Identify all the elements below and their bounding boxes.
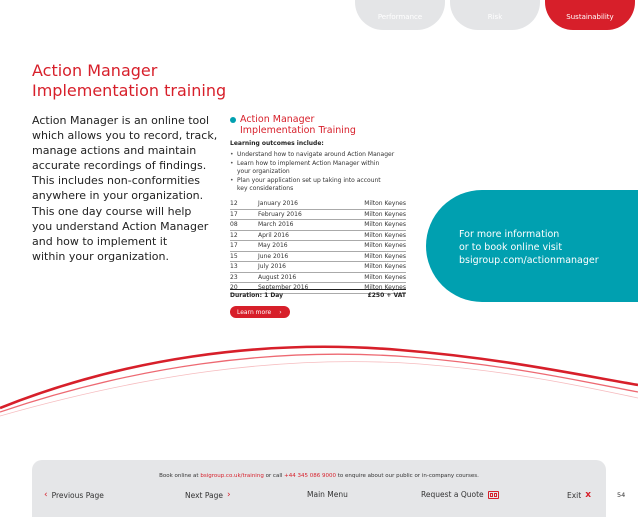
- text-line: you understand Action Manager: [32, 220, 209, 233]
- nav-label: Previous Page: [51, 490, 104, 500]
- date-month: September 2016: [258, 283, 339, 294]
- text-line: and how to implement it: [32, 235, 168, 248]
- date-day: 12: [230, 199, 258, 209]
- booking-link[interactable]: bsigroup.co.uk/training: [200, 473, 264, 479]
- previous-page-button[interactable]: [44, 490, 104, 500]
- phone-link[interactable]: +44 345 086 9000: [284, 473, 336, 479]
- learn-more-label: Learn more: [237, 308, 272, 316]
- footer-booking-note: [32, 473, 606, 479]
- date-day: 23: [230, 272, 258, 283]
- date-location: Milton Keynes: [339, 283, 406, 294]
- main-menu-button[interactable]: [307, 490, 348, 499]
- arrow-right-icon: ›: [279, 308, 282, 316]
- table-row: [230, 220, 406, 231]
- list-item: [230, 160, 410, 177]
- date-location: Milton Keynes: [339, 230, 406, 241]
- outcome-line: • Understand how to navigate around Action Manager: [237, 151, 395, 158]
- tab-performance[interactable]: [355, 0, 445, 30]
- price-label: £250 + VAT: [367, 292, 406, 299]
- outcomes-list: [230, 151, 410, 194]
- callout-line: For more information: [459, 229, 560, 240]
- nav-label: Exit: [567, 490, 582, 500]
- list-item: [230, 177, 410, 194]
- date-month: August 2016: [258, 272, 339, 283]
- outcome-line: • Plan your application set up taking into account: [237, 176, 381, 184]
- date-day: 17: [230, 209, 258, 220]
- outcomes-title: Learning outcomes include:: [230, 140, 324, 147]
- info-callout[interactable]: [426, 190, 638, 302]
- course-title-line: Action Manager: [240, 114, 315, 125]
- date-month: April 2016: [258, 230, 339, 241]
- text-line: accurate recordings of findings.: [32, 159, 207, 172]
- date-location: Milton Keynes: [339, 262, 406, 273]
- table-row: [230, 230, 406, 241]
- footer-nav-bar: [32, 460, 606, 517]
- date-day: 17: [230, 241, 258, 252]
- nav-label: Next Page: [185, 490, 224, 500]
- table-row: [230, 262, 406, 273]
- text-line: Action Manager is an online tool: [32, 114, 210, 127]
- date-location: Milton Keynes: [339, 251, 406, 262]
- text-line: This one day course will help: [32, 205, 192, 218]
- outcome-line: your organization: [237, 168, 290, 175]
- red-swoosh-graphic: [0, 330, 638, 420]
- date-location: Milton Keynes: [339, 272, 406, 283]
- text-line: manage actions and maintain: [32, 144, 197, 157]
- outcome-line: • Learn how to implement Action Manager within: [237, 159, 380, 167]
- chevron-left-icon: ‹: [44, 490, 48, 500]
- tab-label: Risk: [487, 13, 503, 21]
- text-line: This includes non-conformities: [32, 174, 201, 187]
- text-line: anywhere in your organization.: [32, 189, 204, 202]
- course-dates-table: [230, 199, 406, 294]
- date-day: 08: [230, 220, 258, 231]
- footer-note-text: Book online at: [159, 473, 199, 479]
- table-row: [230, 241, 406, 252]
- request-quote-button[interactable]: [421, 490, 499, 499]
- outcome-line: key considerations: [237, 185, 294, 192]
- date-month: March 2016: [258, 220, 339, 231]
- bullet-dot-icon: [230, 117, 236, 123]
- list-item: [230, 151, 410, 160]
- intro-paragraph: [32, 204, 232, 264]
- learn-more-button[interactable]: [230, 306, 290, 318]
- table-row: [230, 199, 406, 209]
- footer-note-text: to enquire about our public or in-company courses.: [337, 473, 479, 479]
- date-day: 12: [230, 230, 258, 241]
- page-title-line: Action Manager: [32, 61, 158, 80]
- table-row: [230, 209, 406, 220]
- intro-paragraph: [32, 113, 232, 203]
- course-title: [240, 114, 356, 136]
- date-day: 15: [230, 251, 258, 262]
- date-month: January 2016: [258, 199, 339, 209]
- date-day: 13: [230, 262, 258, 273]
- date-location: Milton Keynes: [339, 220, 406, 231]
- chevron-right-icon: ›: [227, 490, 231, 500]
- date-month: May 2016: [258, 241, 339, 252]
- tab-risk[interactable]: [450, 0, 540, 30]
- table-row: [230, 251, 406, 262]
- callout-line: or to book online visit: [459, 242, 563, 253]
- next-page-button[interactable]: [185, 490, 231, 500]
- date-month: June 2016: [258, 251, 339, 262]
- duration-price-row: [230, 289, 406, 299]
- date-month: February 2016: [258, 209, 339, 220]
- exit-button[interactable]: [567, 490, 591, 500]
- close-icon: x: [585, 490, 592, 500]
- date-location: Milton Keynes: [339, 241, 406, 252]
- nav-label: Main Menu: [307, 490, 348, 499]
- callout-link[interactable]: bsigroup.com/actionmanager: [459, 255, 599, 266]
- tab-label: Performance: [377, 13, 423, 21]
- tab-sustainability[interactable]: [545, 0, 635, 30]
- page-title: [32, 61, 226, 101]
- nav-label: Request a Quote: [421, 490, 484, 499]
- date-location: Milton Keynes: [339, 209, 406, 220]
- text-line: within your organization.: [32, 250, 169, 263]
- duration-label: Duration: 1 Day: [230, 292, 284, 299]
- date-day: 20: [230, 283, 258, 294]
- table-row: [230, 272, 406, 283]
- date-month: July 2016: [258, 262, 339, 273]
- text-line: which allows you to record, track,: [32, 129, 218, 142]
- tab-label: Sustainability: [566, 13, 614, 21]
- page-number: 54: [617, 491, 626, 499]
- page-title-line: Implementation training: [32, 81, 227, 100]
- footer-note-text: or call: [265, 473, 283, 479]
- date-location: Milton Keynes: [339, 199, 406, 209]
- course-title-line: Implementation Training: [240, 125, 356, 136]
- quote-icon: [488, 491, 499, 499]
